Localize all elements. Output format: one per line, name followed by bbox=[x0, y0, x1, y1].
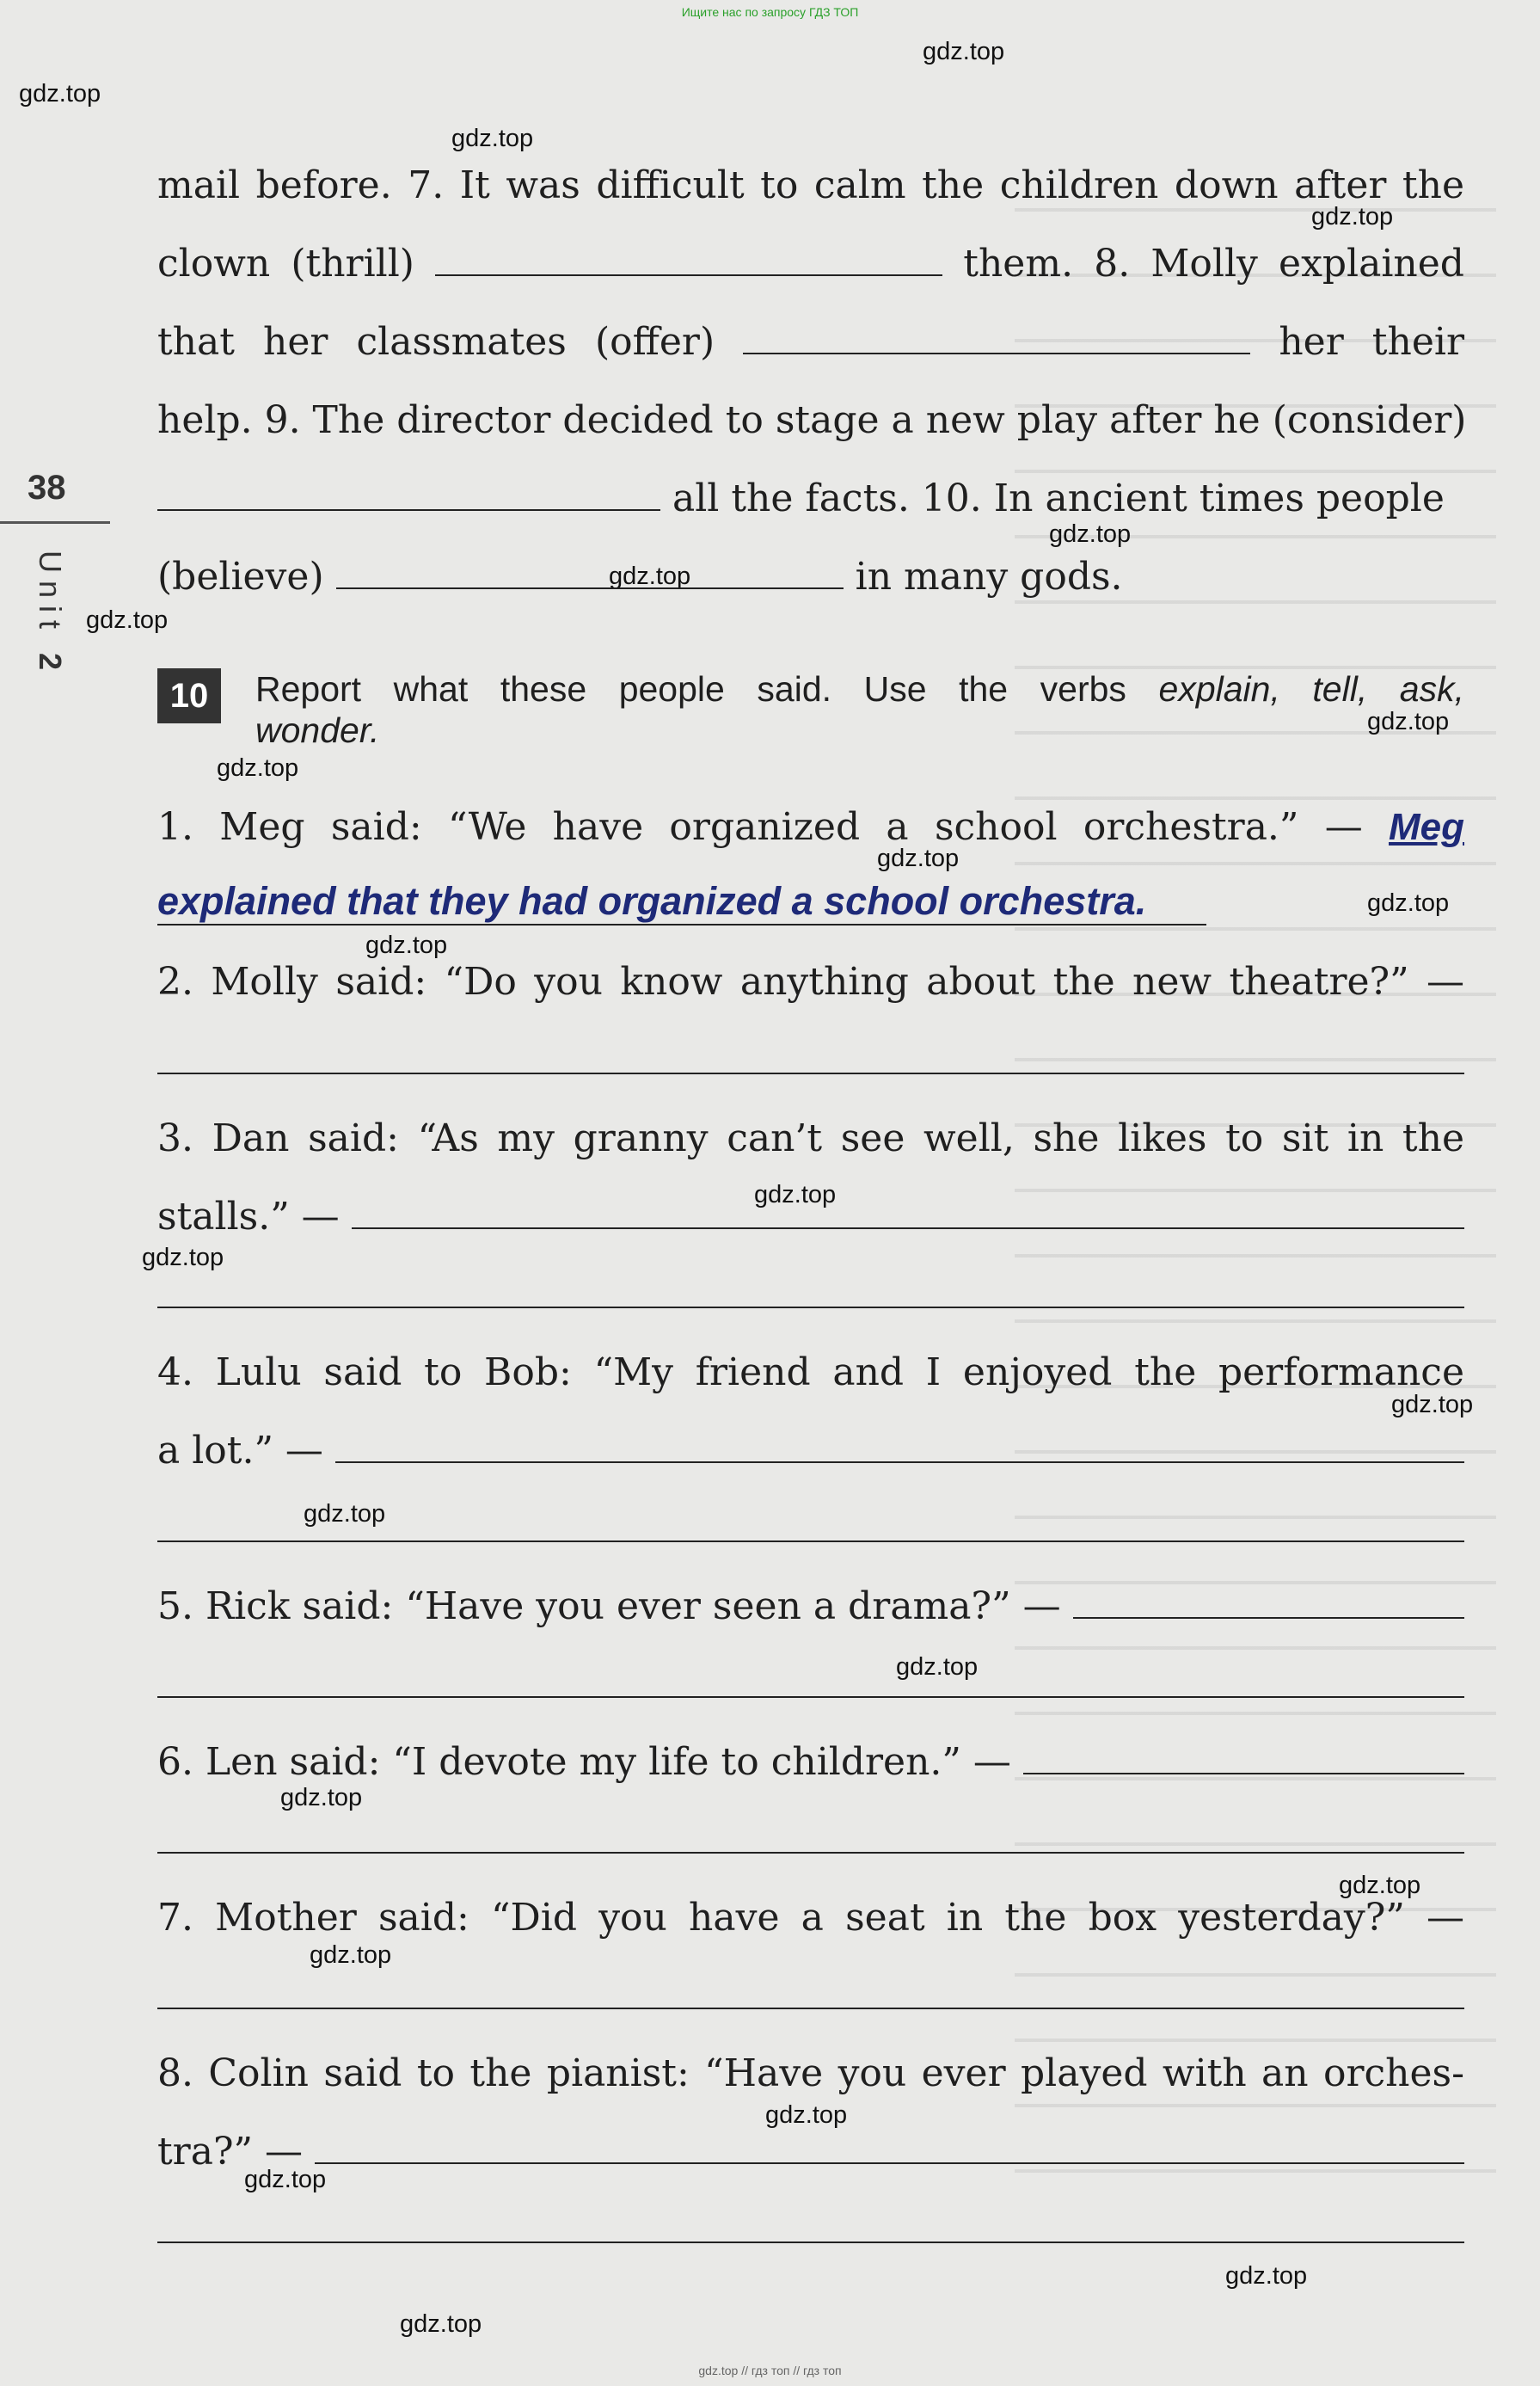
answer-blank[interactable] bbox=[1023, 1738, 1464, 1774]
instruction-verbs: wonder. bbox=[255, 710, 380, 750]
watermark: gdz.top bbox=[609, 563, 691, 590]
answer-blank[interactable] bbox=[352, 1193, 1464, 1229]
line-text: her their bbox=[1279, 320, 1464, 364]
item-text: a lot.” — bbox=[157, 1429, 323, 1473]
text-line bbox=[157, 395, 1467, 446]
text-line bbox=[157, 473, 1464, 525]
watermark: gdz.top bbox=[19, 80, 101, 108]
text-line bbox=[157, 317, 1464, 368]
exercise-item bbox=[157, 2126, 1464, 2178]
exercise-number-badge: 10 bbox=[157, 668, 221, 723]
answer-blank[interactable] bbox=[743, 318, 1250, 354]
exercise-item bbox=[157, 802, 1464, 853]
bottom-banner: gdz.top // гдз топ // гдз топ bbox=[698, 2364, 842, 2377]
top-banner: Ищите нас по запросу ГДЗ ТОП bbox=[681, 5, 859, 19]
watermark: gdz.top bbox=[244, 2166, 327, 2193]
watermark: gdz.top bbox=[754, 1181, 837, 1208]
item-text: tra?” — bbox=[157, 2130, 304, 2174]
watermark: gdz.top bbox=[1311, 203, 1394, 231]
answer-line[interactable] bbox=[157, 2008, 1464, 2009]
exercise-item bbox=[157, 1581, 1464, 1633]
item-text: 1. Meg said: “We have organized a school orchestra.” — bbox=[157, 805, 1363, 849]
answer-line[interactable] bbox=[157, 1696, 1464, 1698]
answer-line[interactable] bbox=[157, 1852, 1464, 1854]
watermark: gdz.top bbox=[304, 1500, 386, 1528]
line-text: them. 8. Molly explained bbox=[963, 242, 1464, 286]
answer-blank[interactable] bbox=[435, 240, 942, 276]
watermark: gdz.top bbox=[1049, 520, 1132, 548]
exercise-instruction bbox=[255, 668, 1464, 751]
page-number-rule bbox=[0, 521, 110, 524]
answer-line[interactable] bbox=[157, 1540, 1464, 1542]
item-text: 6. Len said: “I devote my life to children.” — bbox=[157, 1740, 1011, 1784]
watermark: gdz.top bbox=[923, 38, 1005, 65]
line-text: (believe) bbox=[157, 555, 324, 599]
line-text: clown (thrill) bbox=[157, 242, 414, 286]
text-line bbox=[157, 551, 1464, 603]
answer-blank[interactable] bbox=[315, 2128, 1464, 2164]
exercise-item bbox=[157, 1347, 1464, 1399]
exercise-item bbox=[157, 956, 1464, 1008]
answer-line[interactable] bbox=[157, 924, 1206, 925]
item-text: stalls.” — bbox=[157, 1195, 340, 1239]
watermark: gdz.top bbox=[142, 1244, 224, 1271]
exercise-item bbox=[157, 1892, 1464, 1944]
watermark: gdz.top bbox=[365, 932, 448, 959]
item-text: 3. Dan said: “As my granny can’t see well, she likes to sit in the bbox=[157, 1116, 1464, 1160]
page-number: 38 bbox=[28, 469, 66, 507]
answer-blank[interactable] bbox=[335, 1427, 1464, 1463]
text-line bbox=[157, 238, 1464, 290]
watermark: gdz.top bbox=[280, 1784, 363, 1811]
text-line bbox=[157, 160, 1464, 212]
item-text: 4. Lulu said to Bob: “My friend and I enjoyed the performance bbox=[157, 1350, 1464, 1394]
exercise-item bbox=[157, 2048, 1464, 2100]
watermark: gdz.top bbox=[1225, 2262, 1308, 2290]
watermark: gdz.top bbox=[400, 2310, 482, 2338]
unit-label bbox=[32, 550, 68, 678]
handwritten-answer[interactable]: Meg bbox=[1389, 806, 1464, 848]
watermark: gdz.top bbox=[877, 845, 960, 872]
exercise-item bbox=[157, 1425, 1464, 1477]
watermark: gdz.top bbox=[1391, 1391, 1474, 1418]
handwritten-answer[interactable]: explained that they had organized a school orchestra. bbox=[157, 879, 1147, 923]
unit-number: 2 bbox=[33, 653, 68, 679]
instruction-verbs: explain, tell, ask, bbox=[1158, 669, 1464, 709]
line-text: mail before. 7. It was difficult to calm the children down after the bbox=[157, 163, 1464, 207]
watermark: gdz.top bbox=[1339, 1872, 1421, 1899]
answer-blank[interactable] bbox=[1073, 1583, 1464, 1619]
item-text: 2. Molly said: “Do you know anything about the new theatre?” — bbox=[157, 960, 1464, 1004]
watermark: gdz.top bbox=[451, 125, 534, 152]
line-text: all the facts. 10. In ancient times people bbox=[672, 477, 1445, 520]
answer-blank[interactable] bbox=[157, 475, 660, 511]
answer-line[interactable] bbox=[157, 2241, 1464, 2243]
instruction-text: Report what these people said. Use the verbs bbox=[255, 669, 1126, 709]
answer-line[interactable] bbox=[157, 1307, 1464, 1308]
exercise-item bbox=[157, 1191, 1464, 1243]
line-text: that her classmates (offer) bbox=[157, 320, 715, 364]
item-text: 8. Colin said to the pianist: “Have you ever played with an orches- bbox=[157, 2051, 1464, 2095]
item-text: 5. Rick said: “Have you ever seen a drama?” — bbox=[157, 1584, 1061, 1628]
watermark: gdz.top bbox=[1367, 889, 1450, 917]
watermark: gdz.top bbox=[310, 1941, 392, 1969]
watermark: gdz.top bbox=[1367, 708, 1450, 735]
answer-blank[interactable] bbox=[336, 553, 844, 589]
item-text: 7. Mother said: “Did you have a seat in the box yesterday?” — bbox=[157, 1896, 1464, 1940]
exercise-item bbox=[157, 1113, 1464, 1165]
watermark: gdz.top bbox=[86, 606, 169, 634]
exercise-item bbox=[157, 1737, 1464, 1788]
line-text: help. 9. The director decided to stage a new play after he (consider) bbox=[157, 398, 1467, 442]
unit-word: Unit bbox=[33, 550, 68, 637]
watermark: gdz.top bbox=[217, 754, 299, 782]
line-text: in many gods. bbox=[855, 555, 1123, 599]
watermark: gdz.top bbox=[765, 2101, 848, 2129]
watermark: gdz.top bbox=[896, 1653, 979, 1681]
answer-line[interactable] bbox=[157, 1073, 1464, 1074]
